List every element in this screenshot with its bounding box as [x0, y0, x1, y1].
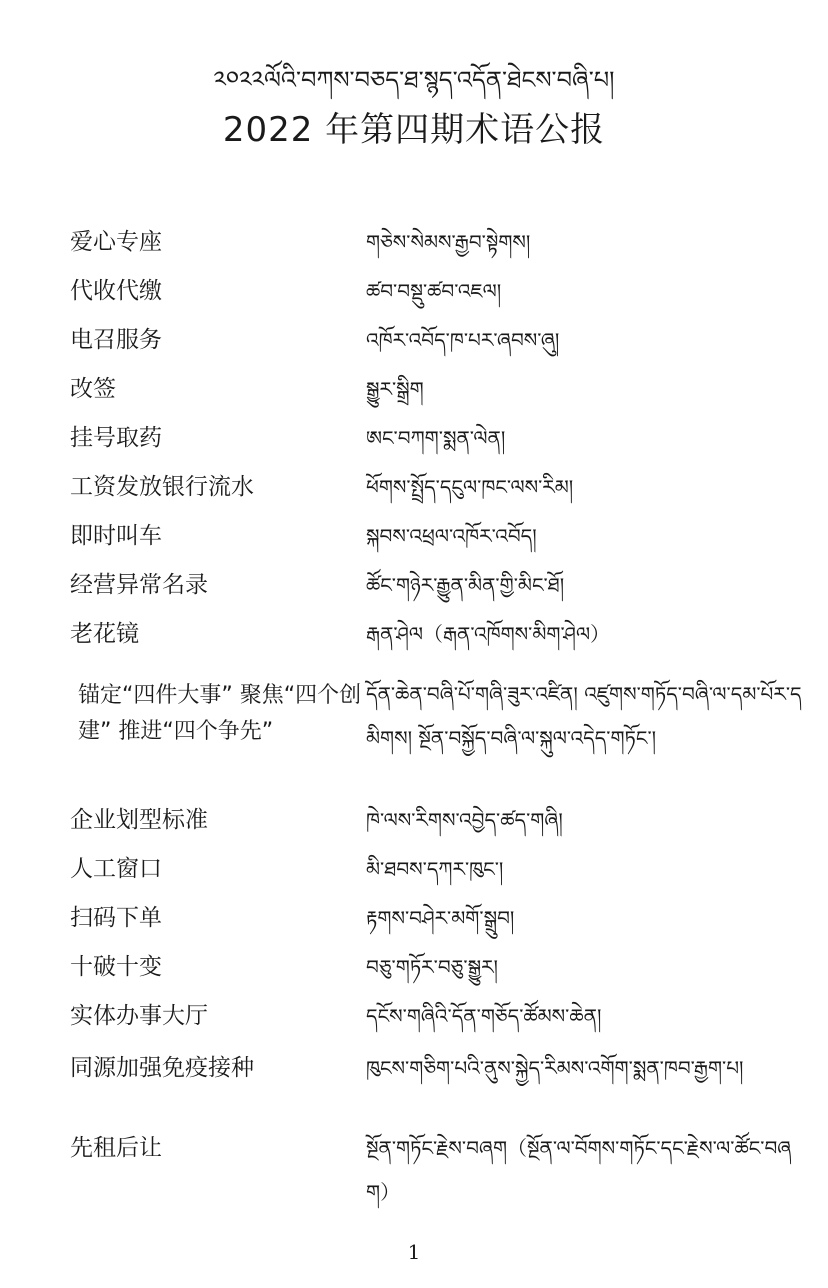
term-tibetan: རྟགས་བཤེར་མགོ་སྒྲུབ།: [366, 906, 515, 930]
title-tibetan: ༢༠༢༢ལོའི་བཀས་བཅད་ཐ་སྙད་འདོན་ཐེངས་བཞི་པ།: [213, 66, 615, 94]
term-chinese: 先租后让: [70, 1135, 162, 1161]
term-chinese: 人工窗口: [70, 856, 162, 882]
term-tibetan: དོན་ཆེན་བཞི་པོ་གཞི་ཟུར་འཛིན། འཛུགས་གཏོད་བཞི་ལ་དམ་པོར་དམིགས། སྔོན་བསྐྱོད་བཞི་ལ་སྐུལ་འདེད་གཏོང་།: [366, 682, 802, 750]
term-tibetan: ཨང་བཀག་སྨན་ལེན།: [366, 426, 506, 450]
term-tibetan: འཁོར་འབོད་ཁ་པར་ཞབས་ཞུ།: [366, 328, 560, 352]
term-tibetan: རྒན་ཤེལ（རྒན་འཁོགས་མིག་ཤེལ）: [366, 622, 611, 646]
term-chinese: 经营异常名录: [70, 572, 208, 598]
term-tibetan: མི་ཐབས་དཀར་ཁུང་།: [366, 857, 504, 881]
term-chinese: 代收代缴: [70, 278, 162, 304]
term-tibetan: ཕོགས་སྤྲོད་དངུལ་ཁང་ལས་རིམ།: [366, 475, 574, 499]
term-tibetan: ཁེ་ལས་རིགས་འབྱེད་ཚད་གཞི།: [366, 808, 563, 832]
term-chinese: 企业划型标准: [70, 807, 208, 833]
term-tibetan: གཅེས་སེམས་རྒྱབ་སྟེགས།: [366, 230, 531, 254]
term-chinese: 锚定“四件大事” 聚焦“四个创建” 推进“四个争先”: [78, 683, 362, 744]
term-chinese: 十破十变: [70, 954, 162, 980]
page-number: 1: [407, 1240, 421, 1264]
term-tibetan: ཚོང་གཉེར་རྒྱུན་མིན་གྱི་མིང་ཐོ།: [366, 573, 565, 597]
term-chinese: 老花镜: [70, 621, 139, 647]
term-chinese: 电召服务: [70, 327, 162, 353]
term-chinese: 实体办事大厅: [70, 1003, 208, 1029]
term-chinese: 扫码下单: [70, 905, 162, 931]
term-tibetan: དངོས་གཞིའི་དོན་གཅོད་ཚོམས་ཆེན།: [366, 1004, 602, 1028]
term-chinese: 爱心专座: [70, 229, 162, 255]
term-chinese: 同源加强免疫接种: [70, 1055, 254, 1081]
term-tibetan: སྒྱུར་སྒྲིག: [366, 377, 424, 401]
term-tibetan: ཁུངས་གཅིག་པའི་ནུས་སྐྱེད་རིམས་འགོག་སྨན་ཁབ་རྒྱག་པ།: [366, 1056, 744, 1080]
term-chinese: 改签: [70, 376, 116, 402]
term-chinese: 即时叫车: [70, 523, 162, 549]
term-tibetan: སྔོན་གཏོང་རྗེས་བཞག（སྔོན་ལ་བོགས་གཏོང་དང་རྗེས་ལ་ཚོང་བཞག）: [366, 1136, 792, 1204]
title-chinese: 2022 年第四期术语公报: [222, 110, 606, 150]
term-chinese: 挂号取药: [70, 425, 162, 451]
term-tibetan: སྐབས་འཕྲལ་འཁོར་འབོད།: [366, 524, 537, 548]
term-chinese: 工资发放银行流水: [70, 474, 254, 500]
term-tibetan: ཚབ་བསྡུ་ཚབ་འཇལ།: [366, 279, 502, 303]
term-tibetan: བཅུ་གཏོར་བཅུ་སྒྱུར།: [366, 955, 498, 979]
